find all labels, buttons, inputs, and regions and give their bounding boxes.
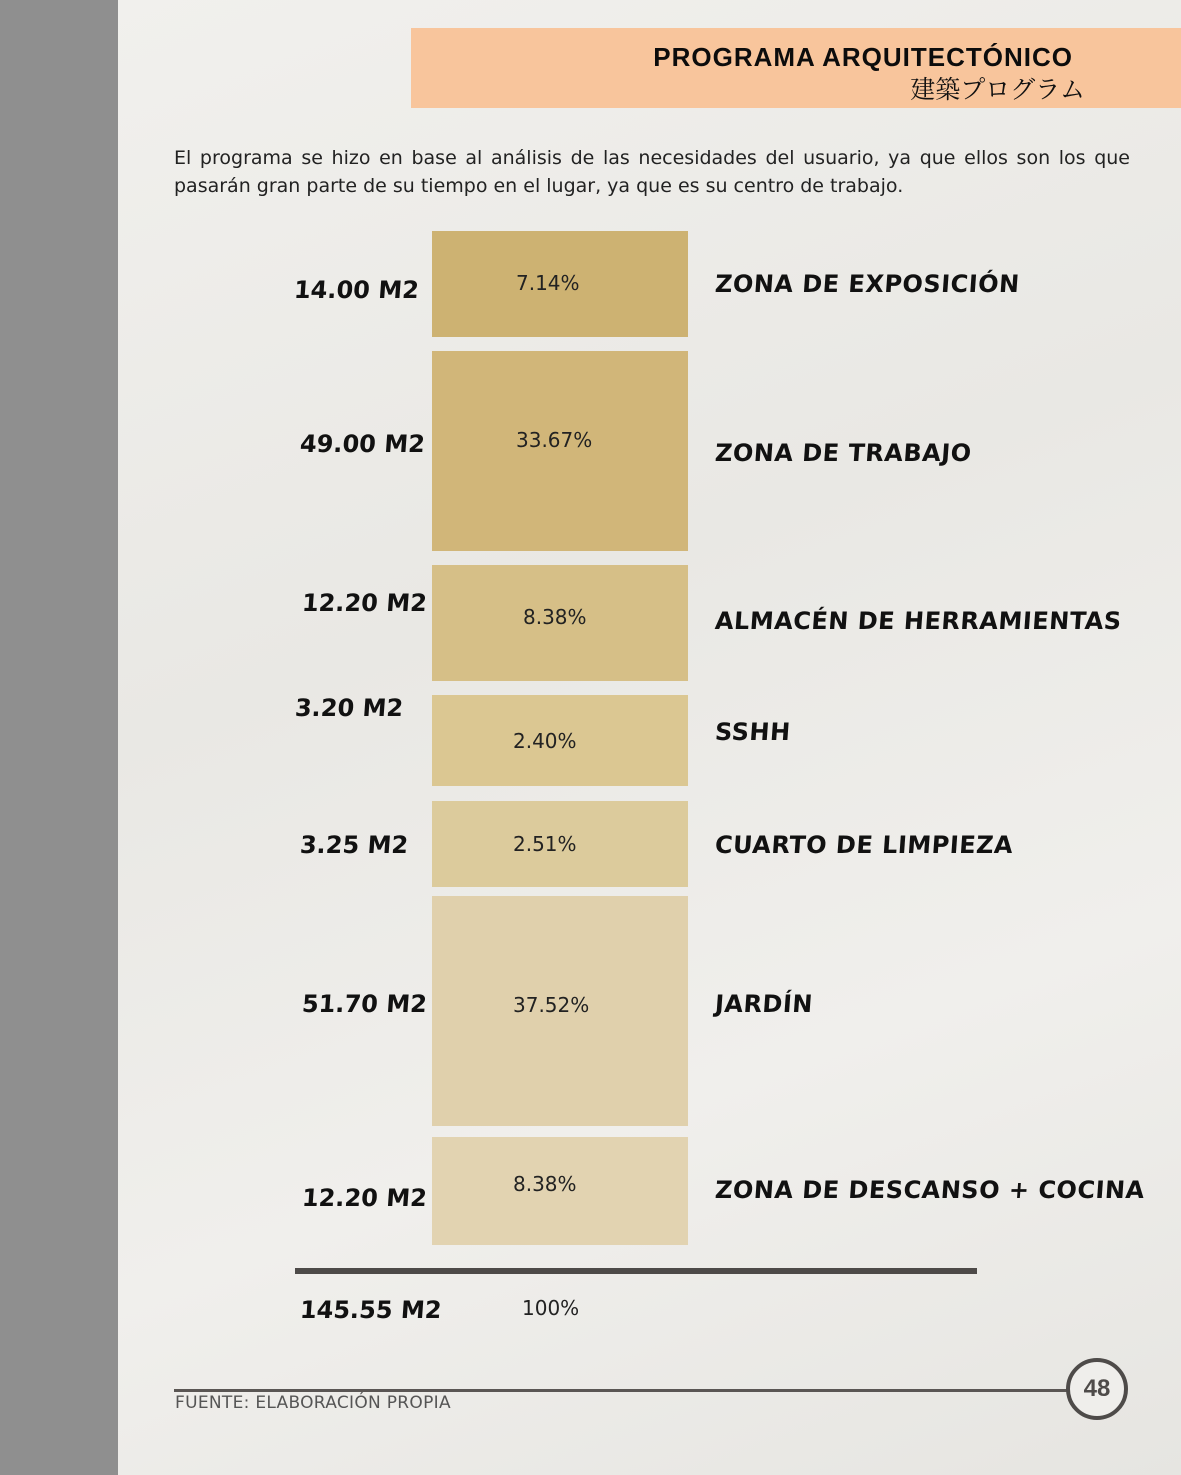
area-label: 12.20 M2 — [301, 589, 428, 617]
percent-label: 2.40% — [513, 729, 577, 753]
total-percent-label: 100% — [522, 1296, 580, 1320]
percent-label: 33.67% — [516, 428, 593, 452]
area-label: 49.00 M2 — [299, 430, 426, 458]
zone-label: ZONA DE DESCANSO + COCINA — [714, 1176, 1146, 1204]
zone-label: ZONA DE TRABAJO — [714, 439, 973, 467]
percent-label: 8.38% — [513, 1172, 577, 1196]
intro-paragraph: El programa se hizo en base al análisis de las necesidades del usuario, ya que ellos son los que pasarán gran parte de su tiempo en el lugar, ya que es su centro de trabajo. — [174, 147, 1130, 197]
area-label: 12.20 M2 — [301, 1184, 428, 1212]
total-divider — [295, 1268, 977, 1274]
source-note: FUENTE: ELABORACIÓN PROPIA — [175, 1393, 451, 1413]
page-number: 48 — [1066, 1358, 1128, 1420]
area-label: 3.25 M2 — [299, 831, 410, 859]
area-label: 3.20 M2 — [294, 694, 405, 722]
zone-label: ALMACÉN DE HERRAMIENTAS — [714, 607, 1123, 635]
percent-label: 7.14% — [516, 271, 580, 295]
zone-label: JARDÍN — [714, 990, 814, 1018]
zone-label: CUARTO DE LIMPIEZA — [714, 831, 1015, 859]
area-label: 14.00 M2 — [293, 276, 420, 304]
total-area-label: 145.55 M2 — [299, 1296, 443, 1324]
zone-label: SSHH — [714, 718, 792, 746]
percent-label: 37.52% — [513, 993, 590, 1017]
percent-label: 8.38% — [523, 605, 587, 629]
page-subtitle: 建築プログラム — [910, 75, 1085, 104]
percent-label: 2.51% — [513, 832, 577, 856]
zone-label: ZONA DE EXPOSICIÓN — [714, 270, 1021, 298]
area-label: 51.70 M2 — [301, 990, 428, 1018]
page-title: PROGRAMA ARQUITECTÓNICO — [653, 42, 1073, 72]
footer-divider — [174, 1389, 1068, 1392]
